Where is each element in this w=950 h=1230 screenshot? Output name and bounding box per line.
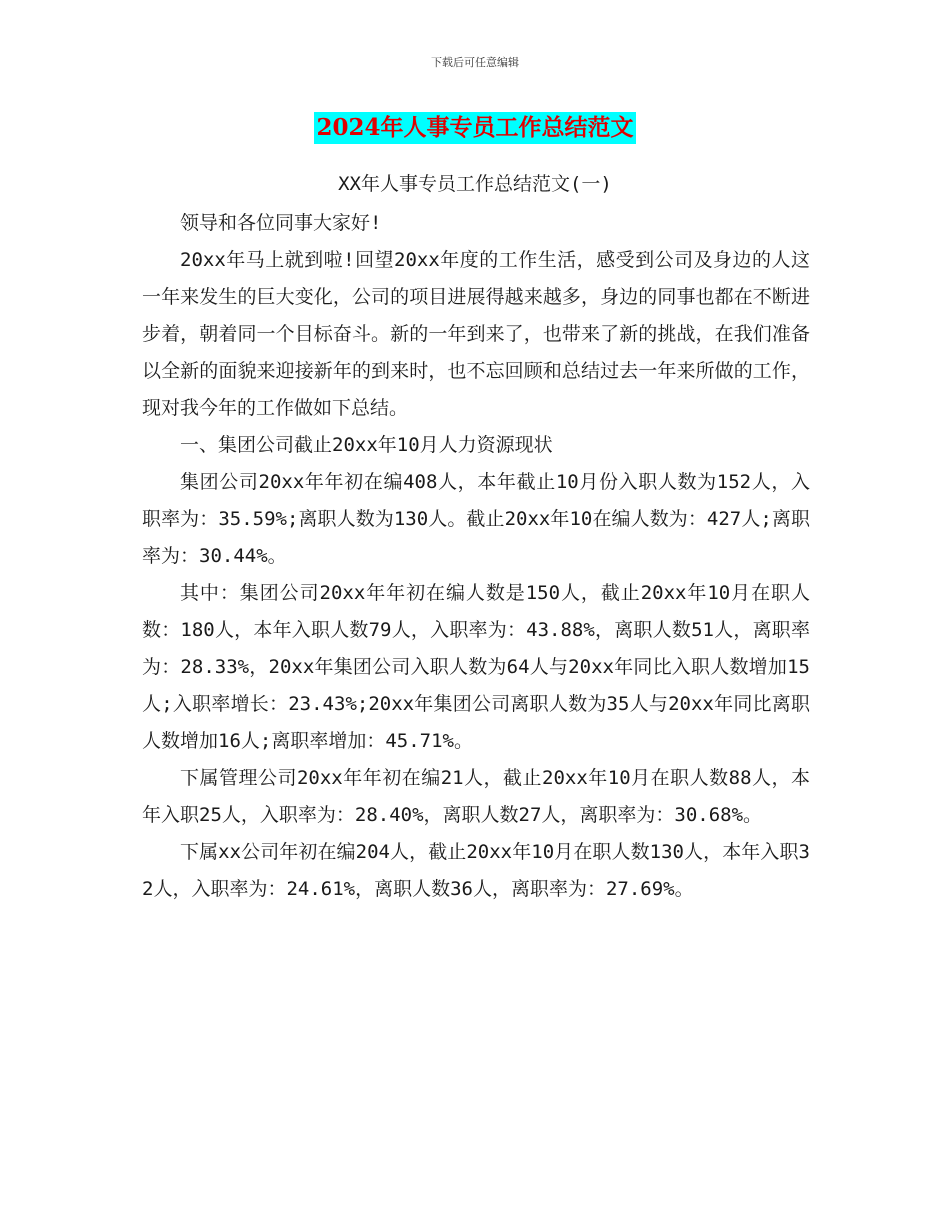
document-title: 2024年人事专员工作总结范文: [314, 112, 635, 144]
paragraph-group-details: 其中：集团公司20xx年年初在编人数是150人，截止20xx年10月在职人数：180人，本年入职人数79人，入职率为：43.88%，离职人数51人，离职率为：28.33%，20xx年集团公司入职人数为64人与20xx年同比入职人数增加15人;入职率增长：23.43%;20xx年集团公司离职人数为35人与20xx年同比离职人数增加16人;离职率增加：45.71%。: [142, 582, 810, 752]
header-note: 下载后可任意编辑: [431, 56, 519, 69]
title-wrap: [0, 112, 950, 144]
paragraph-group-overview: 集团公司20xx年年初在编408人，本年截止10月份入职人数为152人，入职率为：35.59%;离职人数为130人。截止20xx年10在编人数为：427人;离职率为：30.44%。: [142, 471, 810, 567]
paragraph-management-company: 下属管理公司20xx年年初在编21人，截止20xx年10月在职人数88人，本年入职25人，入职率为：28.40%，离职人数27人，离职率为：30.68%。: [142, 767, 810, 826]
paragraph-intro: 20xx年马上就到啦!回望20xx年度的工作生活，感受到公司及身边的人这一年来发生的巨大变化，公司的项目进展得越来越多，身边的同事也都在不断进步着，朝着同一个目标奋斗。新的一年到来了，也带来了新的挑战，在我们准备以全新的面貌来迎接新年的到来时，也不忘回顾和总结过去一年来所做的工作，现对我今年的工作做如下总结。: [142, 249, 810, 419]
paragraph-greeting: 领导和各位同事大家好!: [180, 212, 382, 234]
paragraph-xx-company: 下属xx公司年初在编204人，截止20xx年10月在职人数130人，本年入职32人，入职率为：24.61%，离职人数36人，离职率为：27.69%。: [142, 841, 810, 900]
document-body: [142, 205, 810, 908]
document-subtitle: XX年人事专员工作总结范文(一): [338, 173, 612, 195]
section-heading: 一、集团公司截止20xx年10月人力资源现状: [180, 434, 553, 456]
